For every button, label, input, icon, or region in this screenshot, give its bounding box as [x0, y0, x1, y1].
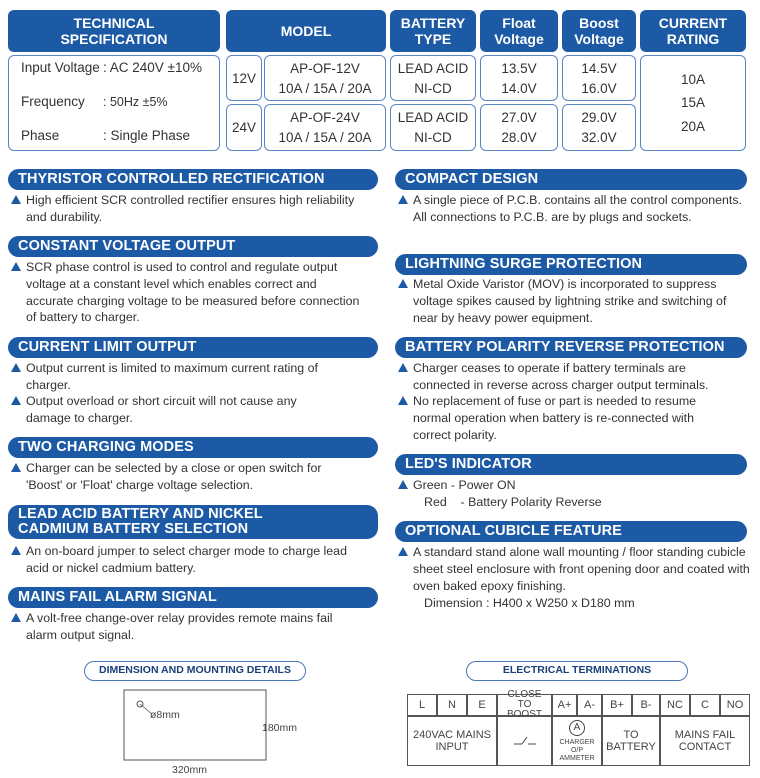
- terminal-a-minus: A-: [577, 694, 602, 716]
- mains-fail-block: MAINS FAIL CONTACT: [660, 716, 750, 766]
- spec-frequency: Frequency : 50Hz ±5%: [21, 94, 168, 109]
- bullet-lightning: Metal Oxide Varistor (MOV) is incorporated to suppress voltage spikes caused by lightning strike and switching of near by heavy power equipment.: [395, 276, 750, 326]
- terminal-close-to-boost: CLOSE TO BOOST: [497, 694, 552, 716]
- dimension-height: 180mm: [262, 722, 298, 734]
- dimension-width: 320mm: [172, 764, 208, 776]
- bullet-icon: [398, 279, 408, 288]
- boost-12v: 14.5V 16.0V: [562, 55, 636, 101]
- bullet-icon: [11, 363, 21, 372]
- mains-input-block: 240VAC MAINS INPUT: [407, 716, 497, 766]
- bullet-icon: [398, 480, 408, 489]
- header-tech-spec: TECHNICAL SPECIFICATION: [8, 10, 220, 52]
- section-lead-acid-title: LEAD ACID BATTERY AND NICKEL CADMIUM BATTERY SELECTION: [8, 505, 378, 539]
- model-12v-voltage: 12V: [226, 55, 262, 101]
- bullet-mains-fail: A volt-free change-over relay provides remote mains fail alarm output signal.: [8, 610, 358, 644]
- current-rating-cell: 10A 15A 20A: [640, 55, 746, 151]
- section-led-title: LED'S INDICATOR: [395, 454, 747, 475]
- terminal-l: L: [407, 694, 437, 716]
- section-constant-voltage-title: CONSTANT VOLTAGE OUTPUT: [8, 236, 378, 257]
- section-cubicle-title: OPTIONAL CUBICLE FEATURE: [395, 521, 747, 542]
- bullet-polarity-1: Charger ceases to operate if battery terminals are connected in reverse across charger output terminals.: [395, 360, 735, 394]
- bullet-icon: [11, 195, 21, 204]
- section-current-limit-title: CURRENT LIMIT OUTPUT: [8, 337, 378, 358]
- spec-cell: [8, 55, 220, 151]
- model-12v-name: AP-OF-12V 10A / 15A / 20A: [264, 55, 386, 101]
- terminal-e: E: [467, 694, 497, 716]
- bullet-icon: [398, 547, 408, 556]
- bullet-two-modes: Charger can be selected by a close or open switch for 'Boost' or 'Float' charge voltage selection.: [8, 460, 353, 494]
- model-24v-voltage: 24V: [226, 104, 262, 151]
- header-float-voltage: Float Voltage: [480, 10, 558, 52]
- bullet-icon: [398, 195, 408, 204]
- header-boost-voltage: Boost Voltage: [562, 10, 636, 52]
- model-24v-name: AP-OF-24V 10A / 15A / 20A: [264, 104, 386, 151]
- battery-24v: LEAD ACID NI-CD: [390, 104, 476, 151]
- to-battery-block: TO BATTERY: [602, 716, 660, 766]
- switch-icon: [510, 734, 540, 748]
- dimension-title: DIMENSION AND MOUNTING DETAILS: [84, 661, 306, 681]
- bullet-thyristor: High efficient SCR controlled rectifier ensures high reliability and durability.: [8, 192, 358, 226]
- bullet-cubicle: A standard stand alone wall mounting / floor standing cubicle sheet steel enclosure with front opening door and coated with oven baked epoxy finishing.: [395, 544, 755, 594]
- terminal-nc: NC: [660, 694, 690, 716]
- section-thyristor-title: THYRISTOR CONTROLLED RECTIFICATION: [8, 169, 378, 190]
- bullet-led-green: Green - Power ON: [395, 477, 735, 494]
- bullet-icon: [11, 546, 21, 555]
- terminal-n: N: [437, 694, 467, 716]
- bullet-icon: [11, 613, 21, 622]
- terminal-a-plus: A+: [552, 694, 577, 716]
- boost-24v: 29.0V 32.0V: [562, 104, 636, 151]
- terminal-c: C: [690, 694, 720, 716]
- bullet-current-limit-2: Output overload or short circuit will not cause any damage to charger.: [8, 393, 338, 427]
- hole-diameter: ø8mm: [150, 709, 180, 721]
- bullet-polarity-2: No replacement of fuse or part is needed to resume normal operation when battery is re-connected with correct polarity.: [395, 393, 725, 443]
- float-24v: 27.0V 28.0V: [480, 104, 558, 151]
- bullet-icon: [398, 396, 408, 405]
- bullet-current-limit-1: Output current is limited to maximum current rating of charger.: [8, 360, 353, 394]
- header-model: MODEL: [226, 10, 386, 52]
- section-mains-fail-title: MAINS FAIL ALARM SIGNAL: [8, 587, 378, 608]
- spec-phase: Phase : Single Phase: [21, 128, 191, 143]
- bullet-icon: [11, 396, 21, 405]
- mounting-diagram: [100, 688, 270, 768]
- bullet-icon: [398, 363, 408, 372]
- header-battery-type: BATTERY TYPE: [390, 10, 476, 52]
- bullet-icon: [11, 262, 21, 271]
- terminations-title: ELECTRICAL TERMINATIONS: [466, 661, 688, 681]
- bullet-constant-voltage: SCR phase control is used to control and regulate output voltage at a constant level which enables correct and accurate charging voltage to be measured before connection of battery to charger.: [8, 259, 364, 326]
- ammeter-icon: A: [569, 720, 585, 736]
- terminal-b-minus: B-: [632, 694, 660, 716]
- float-12v: 13.5V 14.0V: [480, 55, 558, 101]
- battery-12v: LEAD ACID NI-CD: [390, 55, 476, 101]
- bullet-lead-acid: An on-board jumper to select charger mode to charge lead acid or nickel cadmium battery.: [8, 543, 353, 577]
- section-lightning-title: LIGHTNING SURGE PROTECTION: [395, 254, 747, 275]
- led-red-text: Red - Battery Polarity Reverse: [424, 495, 602, 509]
- ammeter-block: A CHARGER O/P AMMETER: [552, 716, 602, 766]
- terminal-b-plus: B+: [602, 694, 632, 716]
- bullet-icon: [11, 463, 21, 472]
- section-polarity-title: BATTERY POLARITY REVERSE PROTECTION: [395, 337, 747, 358]
- bullet-compact: A single piece of P.C.B. contains all the control components. All connections to P.C.B. are by plugs and sockets.: [395, 192, 745, 226]
- cubicle-dimension: Dimension : H400 x W250 x D180 mm: [424, 596, 635, 610]
- section-two-modes-title: TWO CHARGING MODES: [8, 437, 378, 458]
- section-compact-title: COMPACT DESIGN: [395, 169, 747, 190]
- header-current-rating: CURRENT RATING: [640, 10, 746, 52]
- terminal-no: NO: [720, 694, 750, 716]
- boost-switch-block: [497, 716, 552, 766]
- spec-input-voltage: Input Voltage : AC 240V ±10%: [21, 60, 202, 75]
